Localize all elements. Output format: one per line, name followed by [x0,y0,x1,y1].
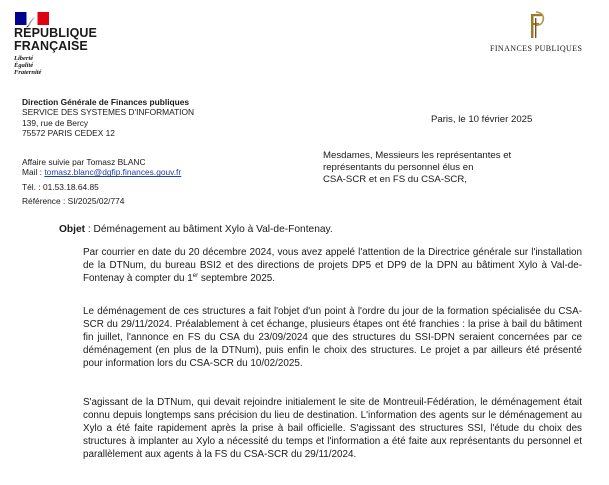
republique-line-1: RÉPUBLIQUE [14,26,97,40]
motto-liberte: Liberté [14,55,34,62]
paragraph-2: Le déménagement de ces structures a fait l'objet d'un point à l'ordre du jour de la formation spécialisée du CSA-SCR du 29/11/2024. Préalablement à cet échange, plusieurs étapes ont été franchies : la prise à bail du bâtiment fin juillet, l'annonce en FS du CSA du 23/09/2024 que des structures du SSI-DPN seraient concernées par ce déménagement (en plus de la DTNum), puis enfin le choix des structures. Le projet a par ailleurs été présenté pour information lors du CSA-SCR du 10/02/2025. [83,306,582,370]
republique-francaise-title [14,27,97,53]
object-label: Objet [59,224,86,235]
sender-org: Direction Générale de Finances publiques [22,97,190,107]
letter-date: Paris, le 10 février 2025 [431,114,533,125]
republique-line-2: FRANÇAISE [14,39,88,53]
sender-block [22,97,194,138]
object-text: : Déménagement au bâtiment Xylo à Val-de-Fontenay. [85,224,333,235]
paragraph-1-end: septembre 2025. [198,273,275,285]
followed-by: Affaire suivie par Tomasz BLANC [22,157,146,167]
finances-publiques-label: FINANCES PUBLIQUES [490,44,583,53]
tel-line: Tél. : 01.53.18.64.85 [22,181,99,192]
recipient-line-1: Mesdames, Messieurs les représentantes et [323,150,512,161]
paragraph-1-sup: er [192,273,199,280]
recipient-block [323,150,511,186]
mail-label: Mail : [22,167,45,178]
recipient-line-3: CSA-SCR et en FS du CSA-SCR, [323,174,467,185]
marianne-flag-icon [15,12,49,25]
recipient-line-2: représentants du personnel élus en [323,162,474,173]
sender-street: 139, rue de Bercy [22,117,89,128]
reference-line: Référence : SI/2025/02/774 [22,195,125,206]
devise [14,55,41,76]
paragraph-1-text: Par courrier en date du 20 décembre 2024, vous avez appelé l'attention de la Directrice générale sur l'installation de la DTNum, du bureau BSI2 et des directions de projets DP5 et DP9 de la DPN au bâtiment Xylo à Val-de-Fontenay à compter du 1 [83,247,582,285]
motto-egalite: Égalité [14,62,34,69]
sender-city: 75572 PARIS CEDEX 12 [22,127,115,138]
mail-line [22,167,181,177]
finances-publiques-logo-icon [525,10,547,40]
paragraph-3: S'agissant de la DTNum, qui devait rejoindre initialement le site de Montreuil-Fédération, le déménagement était connu depuis longtemps sans précision du lieu de destination. L'information des agents sur le déménagement au Xylo a été faite rapidement après la prise à bail officielle. S'agissant des structures SSI, l'étude du choix des structures à implanter au Xylo a nécessité du temps et l'information a été faite aux représentants du personnel et parallèlement aux agents à la FS du CSA-SCR du 29/11/2024. [83,397,582,461]
contact-block [22,157,181,206]
sender-service: SERVICE DES SYSTEMES D'INFORMATION [22,107,195,118]
paragraph-1 [83,246,582,285]
object-line [59,224,333,235]
motto-fraternite: Fraternité [14,69,42,76]
mail-link[interactable]: tomasz.blanc@dgfip.finances.gouv.fr [44,167,182,178]
